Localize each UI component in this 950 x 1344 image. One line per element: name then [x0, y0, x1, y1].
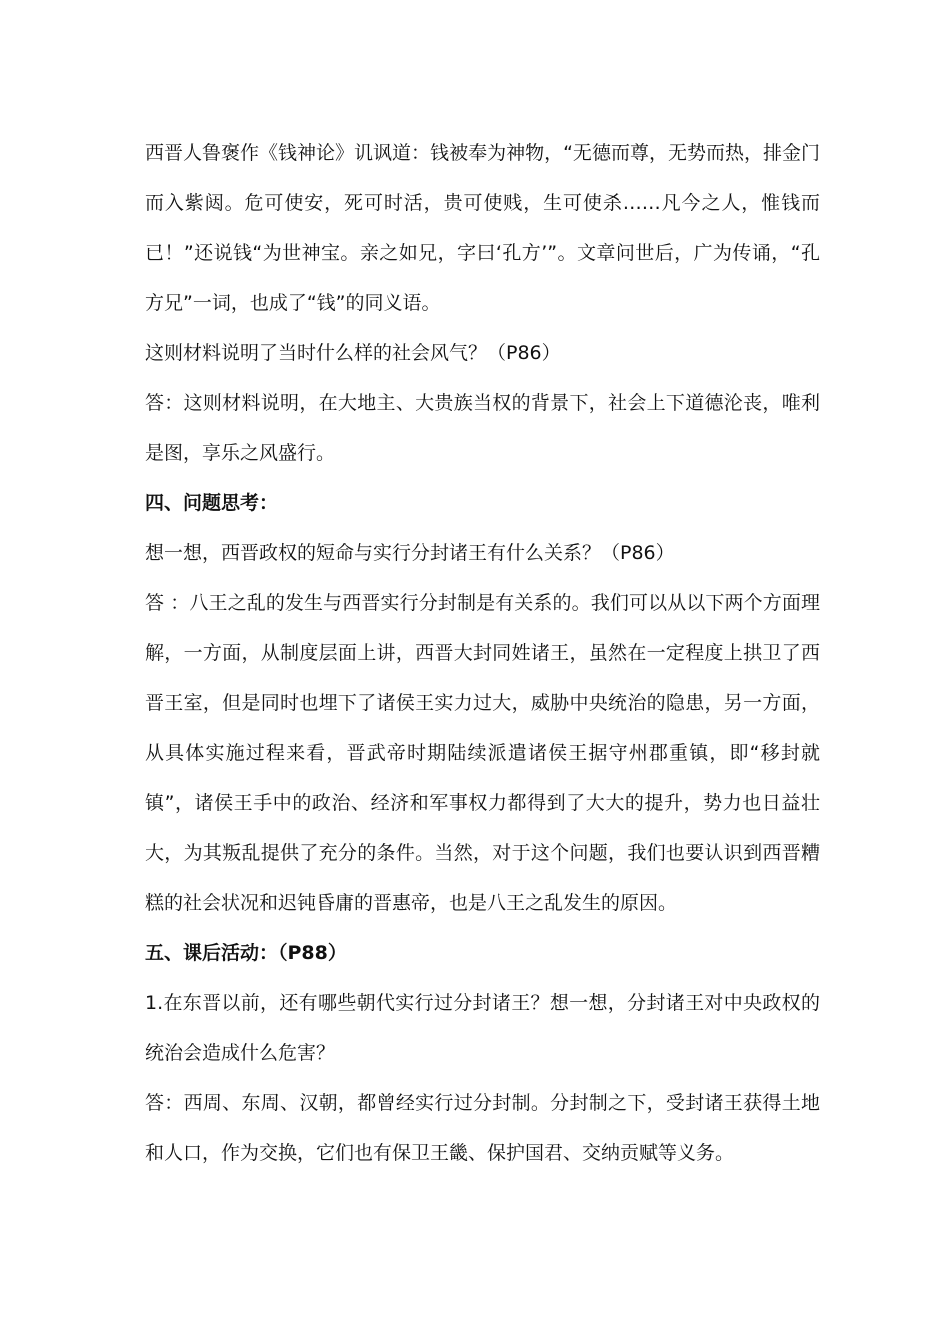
after-class-answer: 答：西周、东周、汉朝，都曾经实行过分封制。分封制之下，受封诸王获得土地和人口，作为交换，它们也有保卫王畿、保护国君、交纳贡赋等义务。 — [145, 1092, 820, 1164]
material-paragraph: 西晋人鲁褒作《钱神论》讥讽道：钱被奉为神物，“无德而尊，无势而热，排金门而入紫闼。危可使安，死可时活，贵可使贱，生可使杀……凡今之人，惟钱而已！”还说钱“为世神宝。亲之如兄，字曰‘孔方’”。文章问世后，广为传诵，“孔方兄”一词，也成了“钱”的同义语。 — [145, 142, 820, 314]
material-answer: 答：这则材料说明，在大地主、大贵族当权的背景下，社会上下道德沦丧，唯利是图，享乐之风盛行。 — [145, 392, 820, 464]
after-class-question: 1.在东晋以前，还有哪些朝代实行过分封诸王？想一想，分封诸王对中央政权的统治会造成什么危害？ — [145, 992, 820, 1064]
material-question: 这则材料说明了当时什么样的社会风气？（P86） — [145, 342, 561, 364]
document-body — [145, 128, 820, 1178]
section-heading-after-class-activity: 五、课后活动：（P88） — [145, 942, 347, 964]
problem-thinking-question: 想一想，西晋政权的短命与实行分封诸王有什么关系？（P86） — [145, 542, 675, 564]
section-heading-problem-thinking: 四、问题思考： — [145, 492, 279, 514]
problem-thinking-answer: 答 ：八王之乱的发生与西晋实行分封制是有关系的。我们可以从以下两个方面理解，一方面，从制度层面上讲，西晋大封同姓诸王，虽然在一定程度上拱卫了西晋王室，但是同时也埋下了诸侯王实力过大，威胁中央统治的隐患，另一方面，从具体实施过程来看，晋武帝时期陆续派遣诸侯王据守州郡重镇，即“移封就镇”，诸侯王手中的政治、经济和军事权力都得到了大大的提升，势力也日益壮大，为其叛乱提供了充分的条件。当然，对于这个问题，我们也要认识到西晋糟糕的社会状况和迟钝昏庸的晋惠帝，也是八王之乱发生的原因。 — [145, 592, 820, 914]
